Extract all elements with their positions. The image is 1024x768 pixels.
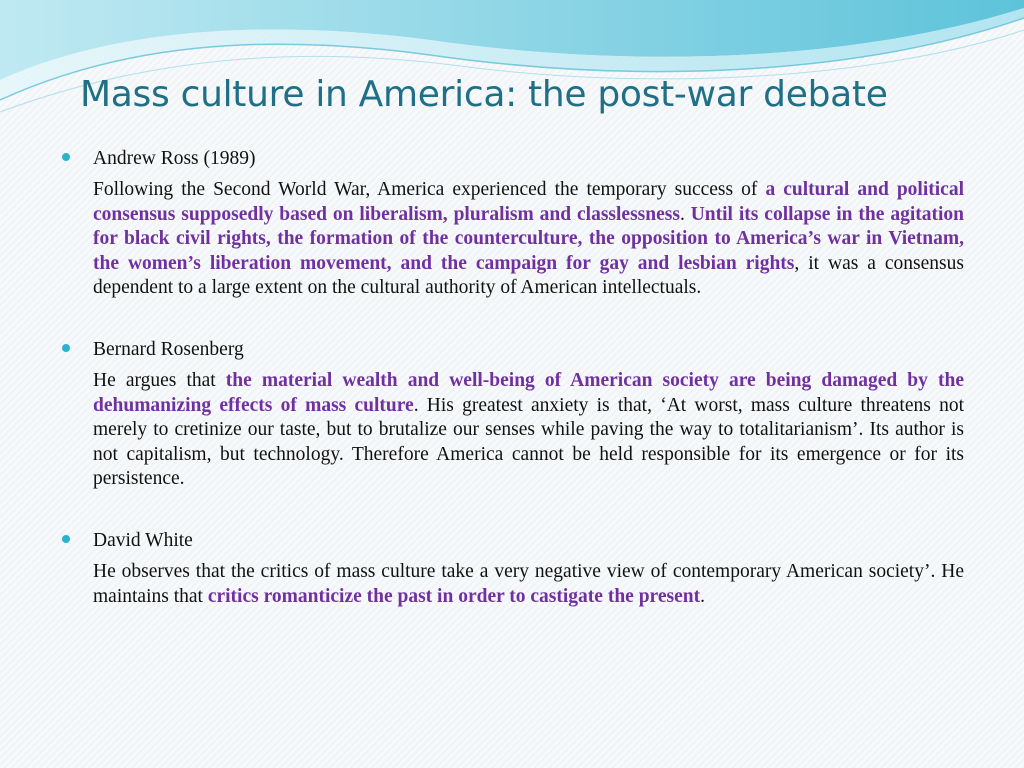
highlighted-text: Until its collapse in the agitation for black civil rights, the formation of the counterculture, the opposition to America’s war in Vietnam, the women’s liberation movement, and the campaign for gay and lesbian rights [93, 203, 964, 274]
author-name: Bernard Rosenberg [93, 338, 244, 360]
paragraph-text: Following the Second World War, America experienced the temporary success of [93, 179, 766, 200]
paragraph-text: He observes that the critics of mass culture take a very negative view of contemporary American society’. He maintains that [93, 560, 964, 607]
bullet-list [62, 144, 964, 609]
bullet-item-bernard-rosenberg [62, 335, 964, 492]
bullet-item-david-white [62, 526, 964, 609]
quote-paragraph [93, 369, 964, 492]
author-name: David White [93, 529, 193, 551]
highlighted-text: a cultural and political consensus supposedly based on liberalism, pluralism and classlessness [93, 179, 964, 225]
paragraph-text: . [679, 203, 691, 225]
highlighted-text: critics romanticize the past in order to castigate the present [207, 585, 701, 607]
paragraph-text: , it was a consensus dependent to a large extent on the cultural authority of American intellectuals. [93, 252, 964, 299]
paragraph-text: . [700, 585, 705, 607]
quote-paragraph [93, 178, 964, 301]
bullet-dot-icon [62, 344, 70, 352]
bullet-dot-icon [62, 153, 70, 161]
bullet-item-andrew-ross [62, 144, 964, 301]
paragraph-text: He argues that [93, 369, 226, 391]
bullet-dot-icon [62, 535, 70, 543]
paragraph-text: . His greatest anxiety is that, ‘At worst, mass culture threatens not merely to cretinize our taste, but to brutalize our senses while paving the way to totalitarianism’. Its author is not capitalism, but technology. Therefore America cannot be held responsible for its emergence or for its persistence. [93, 394, 964, 490]
quote-paragraph [93, 560, 964, 609]
author-name: Andrew Ross (1989) [93, 148, 256, 169]
highlighted-text: the material wealth and well-being of American society are being damaged by the dehumanizing effects of mass culture [93, 369, 964, 416]
slide-title: Mass culture in America: the post-war debate [80, 74, 888, 115]
